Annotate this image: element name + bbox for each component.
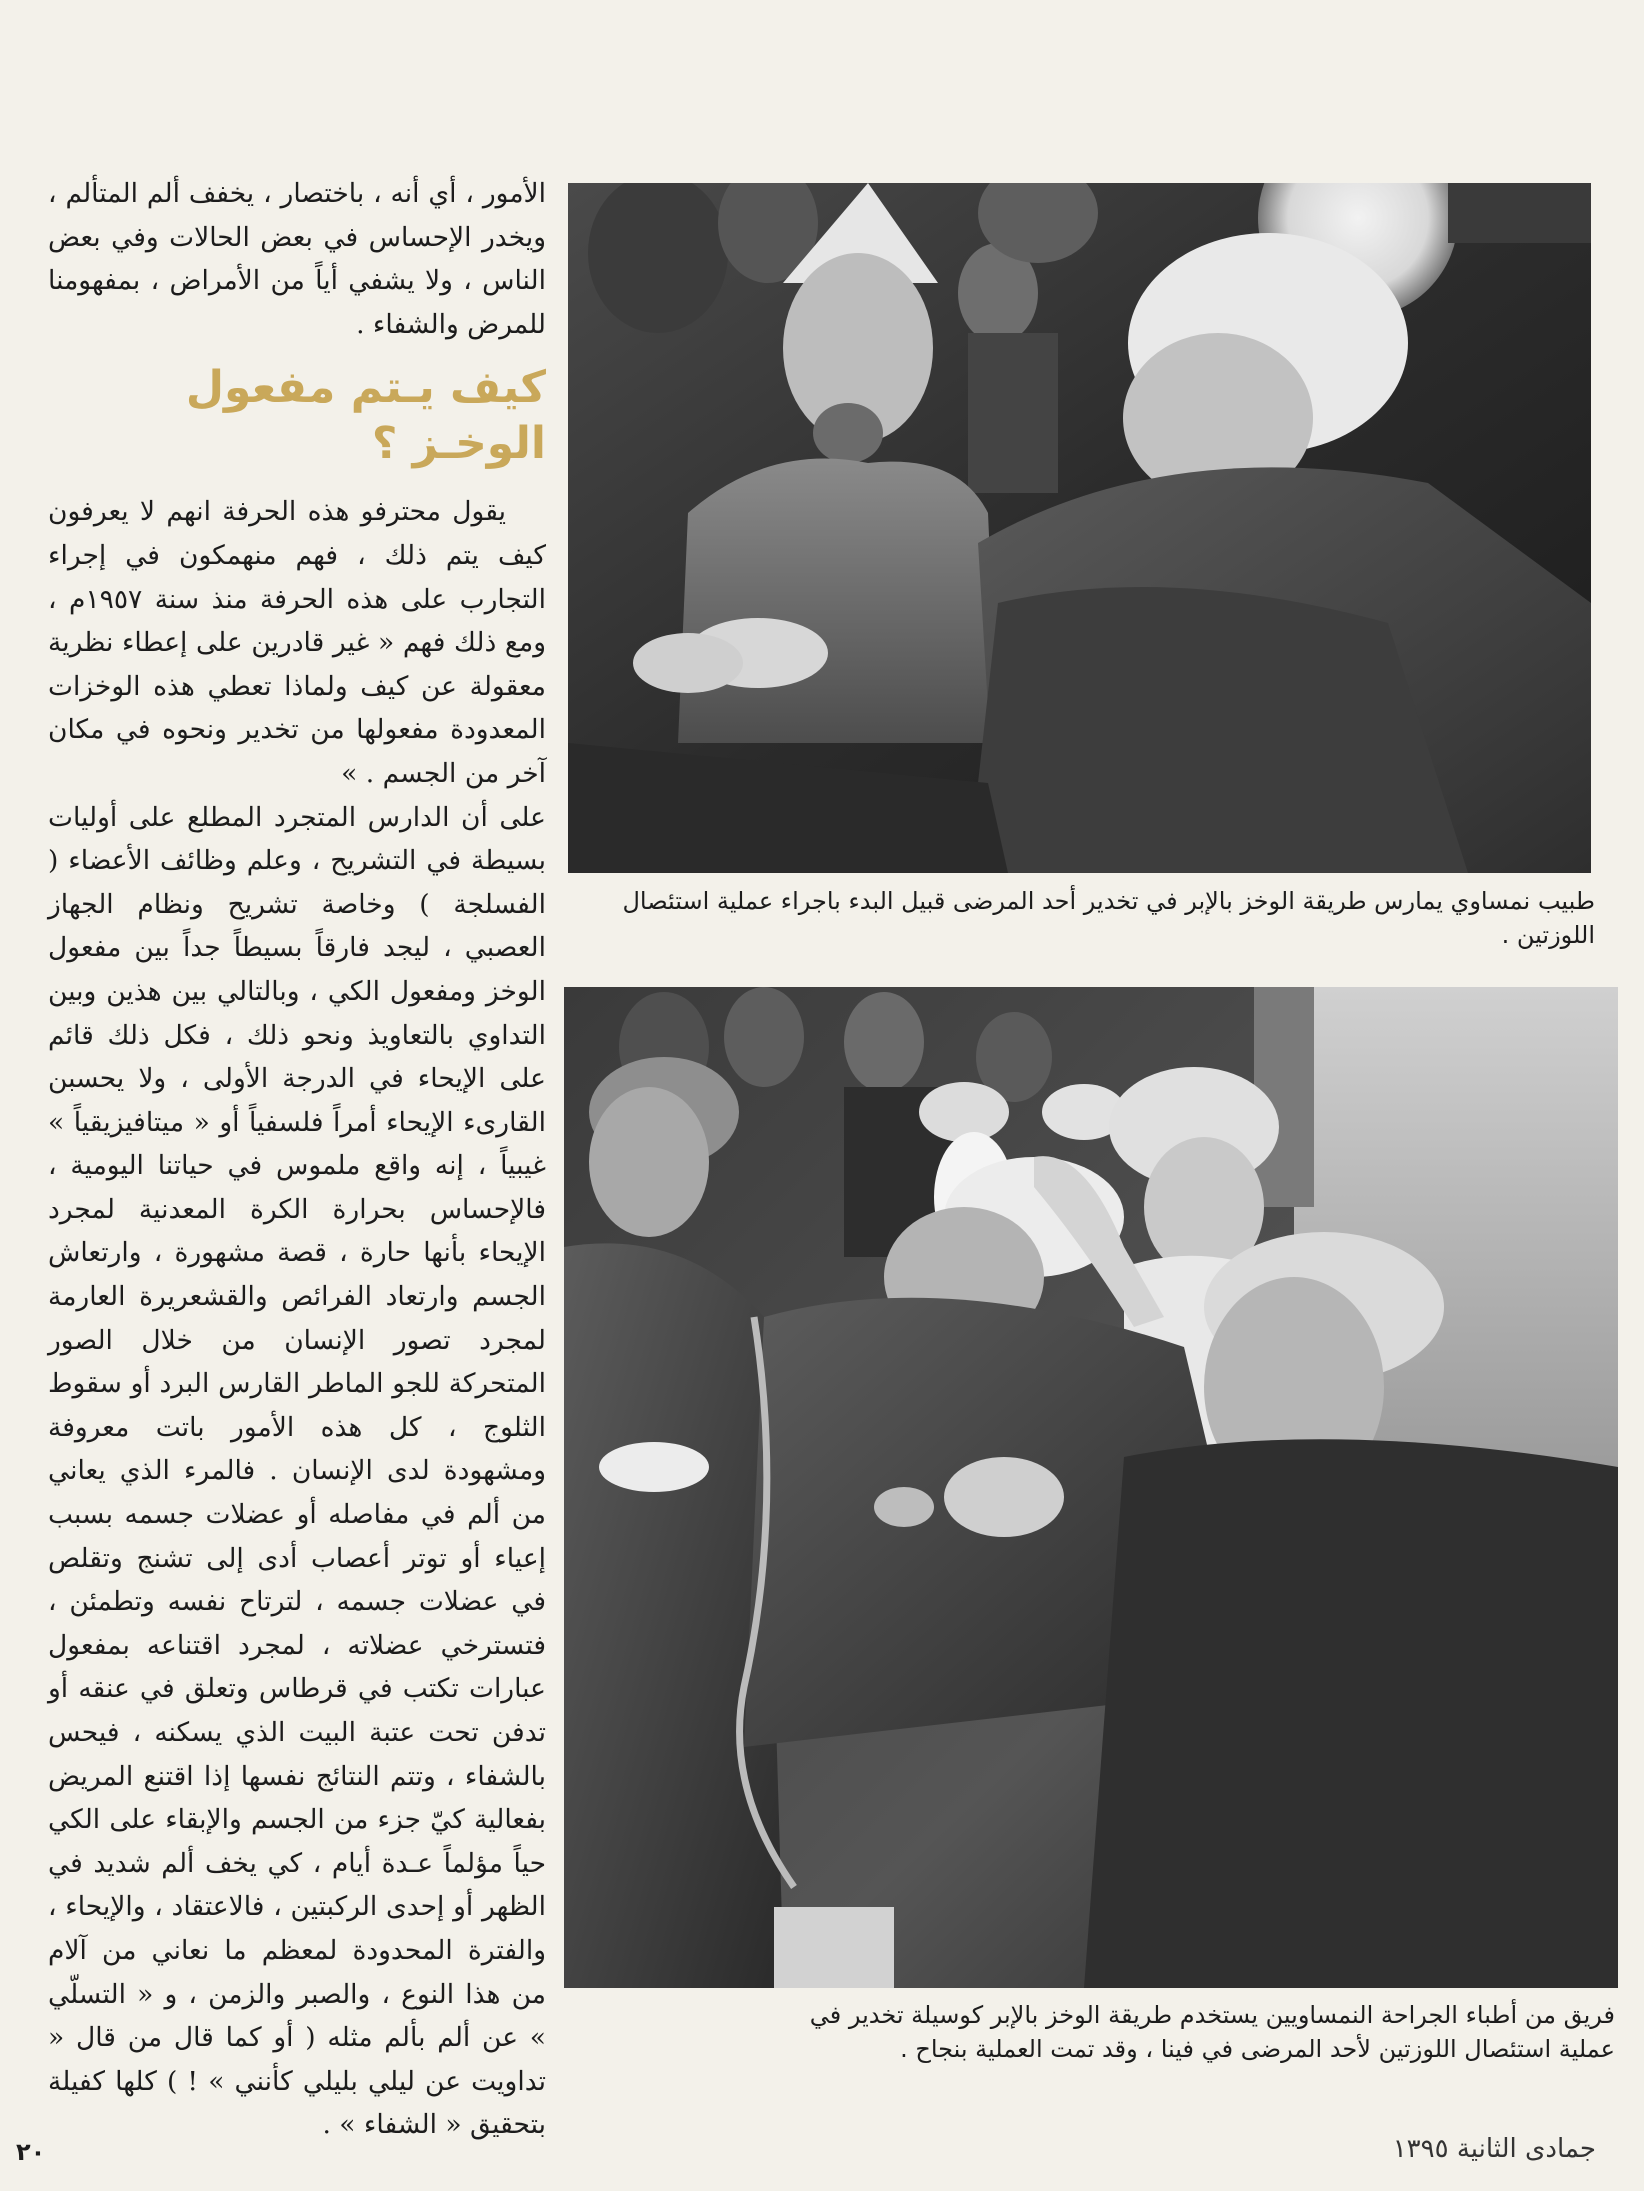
photo-illustration <box>564 987 1618 1988</box>
article-column <box>48 172 546 2147</box>
photo-caption-2: فريق من أطباء الجراحة النمساويين يستخدم طريقة الوخز بالإبر كوسيلة تخدير في عملية استئصال اللوزتين لأحد المرضى في فينا ، وقد تمت العملية بنجاح . <box>809 2001 1615 2063</box>
article-intro: الأمور ، أي أنه ، باختصار ، يخفف ألم المتألم ، ويخدر الإحساس في بعض الحالات وفي بعض الناس ، ولا يشفي أياً من الأمراض ، بمفهومنا للمرض والشفاء . <box>48 178 546 340</box>
photo-illustration <box>568 183 1591 873</box>
article-paragraph-1: يقول محترفو هذه الحرفة انهم لا يعرفون كيف يتم ذلك ، فهم منهمكون في إجراء التجارب على هذه الحرفة منذ سنة ١٩٥٧م ، ومع ذلك فهم « غير قادرين على إعطاء نظرية معقولة عن كيف ولماذا تعطي هذه الوخزات المعدودة مفعولها من تخدير ونحوه في مكان آخر من الجسم . » <box>48 496 546 789</box>
section-heading: كيف يـتم مفعول الوخـز ؟ <box>185 362 546 470</box>
photo-surgical-team <box>564 987 1618 1988</box>
photo-acupuncture-doctor <box>568 183 1591 873</box>
photo-caption-1: طبيب نمساوي يمارس طريقة الوخز بالإبر في تخدير أحد المرضى قبيل البدء باجراء عملية استئصال اللوزتين . <box>622 887 1595 949</box>
issue-date: جمادى الثانية ١٣٩٥ <box>1392 2134 1596 2164</box>
page-number: ٢٠ <box>16 2138 46 2166</box>
article-paragraph-2: على أن الدارس المتجرد المطلع على أوليات بسيطة في التشريح ، وعلم وظائف الأعضاء ( الفسلجة ) وخاصة تشريح ونظام الجهاز العصبي ، ليجد فارقاً بسيطاً جداً بين مفعول الوخز ومفعول الكي ، وبالتالي بين هذين وبين التداوي بالتعاويذ ونحو ذلك ، فكل ذلك قائم على الإيحاء في الدرجة الأولى ، ولا يحسبن القارىء الإيحاء أمراً فلسفياً أو « ميتافيزيقياً » غيبياً ، إنه واقع ملموس في حياتنا اليومية ، فالإحساس بحرارة الكرة المعدنية لمجرد الإيحاء بأنها حارة ، قصة مشهورة ، وارتعاش الجسم وارتعاد الفرائص والقشعريرة العارمة لمجرد تصور الإنسان من خلال الصور المتحركة للجو الماطر القارس البرد أو سقوط الثلوج ، كل هذه الأمور باتت معروفة ومشهودة لدى الإنسان . فالمرء الذي يعاني من ألم في مفاصله أو عضلات جسمه بسبب إعياء أو توتر أعصاب أدى إلى تشنج وتقلص في عضلات جسمه ، لترتاح نفسه وتطمئن ، فتسترخي عضلاته ، لمجرد اقتناعه بمفعول عبارات تكتب في قرطاس وتعلق في عنقه أو تدفن تحت عتبة البيت الذي يسكنه ، فيحس بالشفاء ، وتتم النتائج نفسها إذا اقتنع المريض بفعالية كيّ جزء من الجسم والإبقاء على الكي حياً مؤلماً عـدة أيام ، كي يخف ألم شديد في الظهر أو إحدى الركبتين ، فالاعتقاد ، والإيحاء ، والفترة المحدودة لمعظم ما نعاني من آلام من هذا النوع ، والصبر والزمن ، و « التسلّي » عن ألم بألم مثله ( أو كما قال من قال « تداويت عن ليلي بليلي كأنني » ! ) كلها كفيلة بتحقيق « الشفاء » . <box>48 801 546 2141</box>
